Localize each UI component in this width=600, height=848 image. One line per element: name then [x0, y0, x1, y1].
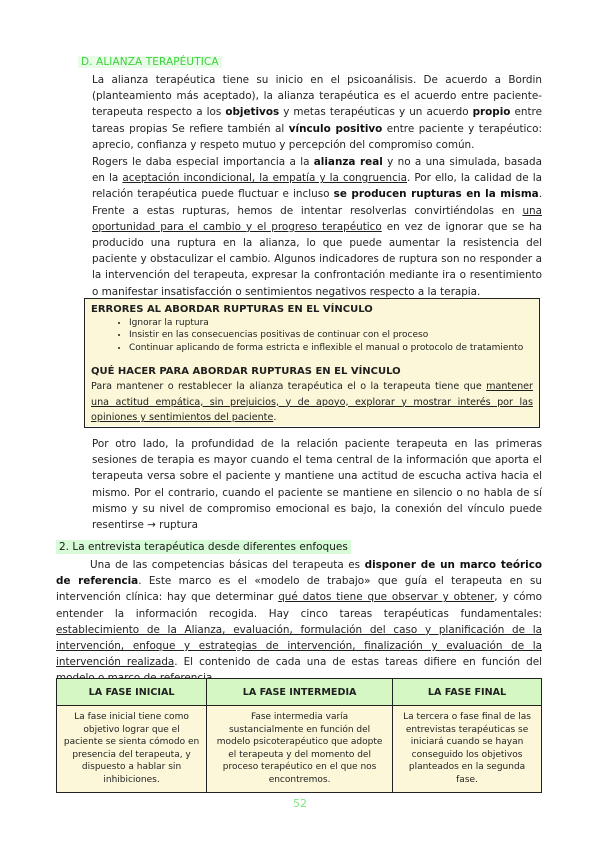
header-initial-phase: LA FASE INICIAL [57, 679, 207, 706]
todo-title: QUÉ HACER PARA ABORDAR RUPTURAS EN EL VÍNCULO [91, 366, 401, 377]
table-header-row [57, 679, 542, 706]
list-item: • Insistir en las consecuencias positivas de continuar con el proceso [129, 329, 533, 341]
todo-text: Para mantener o restablecer la alianza terapéutica el o la terapeuta tiene que mantener una actitud empática, sin prejuicios, y de apoyo, explorar y mostrar interés por las opiniones y sentimientos del paciente. [91, 381, 533, 424]
errors-section [85, 299, 539, 363]
interview-paragraph: Una de las competencias básicas del terapeuta es disponer de un marco teórico de referencia. Este marco es el «modelo de trabajo» que guía el terapeuta en su intervención clínica: hay que determinar qué datos tiene que observar y obtener, y cómo entender la información recogida. Hay cinco tareas terapéuticas fundamentales: establecimiento de la Alianza, evaluación, formulación del caso y planificación de la intervención, enfoque y estrategias de intervención, finalización y evaluación de la intervención realizada. El contenido de cada una de estas tareas difiere en función del [56, 559, 543, 669]
errors-title: ERRORES AL ABORDAR RUPTURAS EN EL VÍNCULO [91, 304, 373, 315]
list-item: • Ignorar la ruptura [129, 317, 533, 329]
header-intermediate-phase: LA FASE INTERMEDIA [207, 679, 393, 706]
section-2-heading: 2. La entrevista terapéutica desde diferentes enfoques [56, 540, 351, 554]
phases-table [56, 678, 542, 793]
cell-initial-phase: La fase inicial tiene como objetivo lograr que el paciente se sienta cómodo en presencia del terapeuta, y dispuesto a hablar sin inhibiciones. [57, 706, 207, 793]
cell-intermediate-phase: Fase intermedia varía sustancialmente en función del modelo psicoterapéutico que adopte el terapeuta y del momento del proceso terapéutico en el que nos encontremos. [207, 706, 393, 793]
alliance-paragraph-1: La alianza terapéutica tiene su inicio en el psicoanálisis. De acuerdo a Bordin (planteamiento más aceptado), la alianza terapéutica es el acuerdo entre paciente-terapeuta respecto a los objetivos y metas terapéuticas y un acuerdo propio entre tareas propias Se refiere también al vínculo positivo entre paciente y terapéutico: aprecio, confianza y respeto mutuo y percepción del compromiso común. [92, 74, 542, 151]
list-item: • Continuar aplicando de forma estricta e inflexible el manual o protocolo de tratamiento [129, 342, 533, 354]
alliance-paragraph-2: Rogers le daba especial importancia a la alianza real y no a una simulada, basada en la aceptación incondicional, la empatía y la congruencia. Por ello, la calidad de la relación terapéutica puede fluctuar e incluso se producen rupturas en la misma. Frente a estas rupturas, hemos de intentar resolverlas convirtiéndolas en una oportunidad para el cambio y el progreso terapéutico en vez de ignorar que se ha producido una ruptura en la alianza, lo que puede aumentar la resistencia del paciente y obstaculizar el cambio. Algunos indicadores de ruptura son no responder a la intervención del terapeuta, expresar la confrontación mediante ira o resentimiento o manifestar insatisfacción o sentimientos negativos respecto a la terapia. [92, 156, 542, 298]
header-final-phase: LA FASE FINAL [393, 679, 542, 706]
cell-final-phase: La tercera o fase final de las entrevistas terapéuticas se iniciará cuando se hayan conseguido los objetivos planteados en la segunda fase. [393, 706, 542, 793]
section-d-heading: D. ALIANZA TERAPÉUTICA [78, 56, 222, 68]
alliance-paragraph-3: Por otro lado, la profundidad de la relación paciente terapeuta en las primeras sesiones de terapia es mayor cuando el tema central de la información que aporta el terapeuta versa sobre el paciente y mantiene una actitud de escucha activa hacia el mismo. Por el contrario, cuando el paciente se mantiene en silencio o no habla de sí mismo y su nivel de compromiso emocional es bajo, la conexión del vínculo puede resentirse → ruptura [92, 438, 542, 532]
ruptures-box [84, 298, 540, 428]
errors-list [91, 317, 533, 354]
table-row [57, 706, 542, 793]
todo-section [85, 363, 539, 426]
page-number: 52 [293, 797, 307, 810]
